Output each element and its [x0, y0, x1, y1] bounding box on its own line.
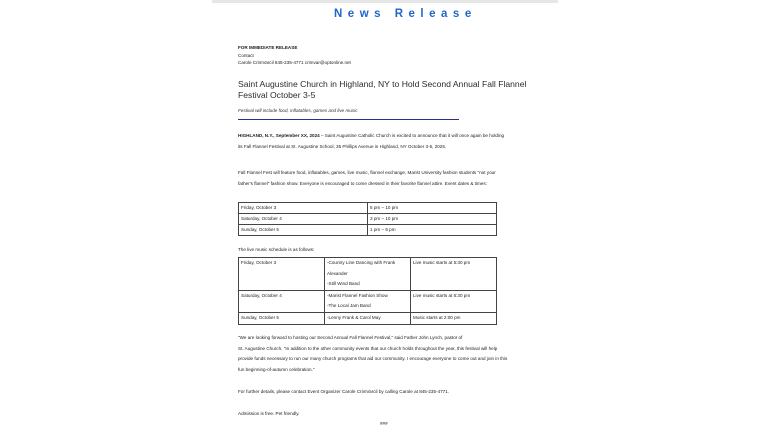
schedule-intro: The live music schedule is as follows:: [238, 247, 315, 252]
acts-cell: [325, 312, 411, 324]
quote-paragraph: [238, 333, 507, 375]
act-item: Alexander: [327, 270, 348, 276]
act-item: -Lenny Frank & Carol May: [327, 314, 381, 320]
music-note-cell: Music starts at 2:00 pm: [411, 312, 497, 324]
features-line-1: Fall Flannel Fest will feature food, inflatables, games, live music, flannel exchange, Marist University fashion students "not your: [238, 170, 496, 175]
music-note-cell: Live music starts at 6:30 pm: [411, 290, 497, 312]
details-paragraph: For further details, please contact Event Organizer Carole CrimVarcil by calling Carole at 845-235-4771.: [238, 389, 450, 394]
top-band: [212, 0, 558, 3]
music-schedule-table: [238, 257, 497, 325]
table-row: [239, 290, 497, 312]
table-row: [239, 203, 497, 214]
features-line-2: father's flannel" fashion show. Everyone is encouraged to come dressed in their favorite flannel attire. Event dates & times:: [238, 180, 487, 186]
admission-paragraph: Admission is free. Pet friendly.: [238, 411, 300, 416]
table-row: [239, 258, 497, 291]
news-release-headline: News Release: [334, 8, 477, 20]
quote-line-4: fun beginning-of-autumn celebration.": [238, 366, 315, 372]
table-row: [239, 214, 497, 225]
event-dates-table: [238, 202, 497, 236]
date-cell: Sunday, October 5: [239, 312, 325, 324]
release-label: FOR IMMEDIATE RELEASE: [238, 45, 298, 50]
contact-info: Carole CrimVarcil 845-235-4771 crimvar@optonline.net: [238, 60, 351, 66]
intro-paragraph: [238, 131, 504, 152]
release-title: Saint Augustine Church in Highland, NY to Hold Second Annual Fall Flannel Festival October 3-5: [238, 79, 527, 101]
date-cell: Friday, October 3: [239, 203, 368, 214]
acts-cell: [325, 258, 411, 291]
table-row: [239, 225, 497, 236]
end-mark: ###: [380, 421, 388, 426]
music-note-cell: Live music starts at 5:30 pm: [411, 258, 497, 291]
act-item: -Marist Flannel Fashion Show: [327, 292, 388, 298]
features-paragraph: [238, 168, 496, 189]
dateline: HIGHLAND, N.Y., September XX, 2024: [238, 133, 320, 138]
date-cell: Saturday, October 4: [239, 290, 325, 312]
contact-block: [238, 44, 351, 67]
date-cell: Friday, October 3: [239, 258, 325, 291]
quote-line-2: St. Augustine Church. "In addition to the other community events that our church holds throughout the year, this festival will help: [238, 345, 498, 351]
title-divider: [238, 119, 459, 120]
time-cell: 3 pm – 10 pm: [368, 214, 497, 225]
act-item: -Country Line Dancing with Frank: [327, 260, 396, 265]
quote-line-1: "We are looking forward to hosting our Second Annual Fall Flannel Festival," said Father John Lynch, pastor of: [238, 335, 463, 340]
act-item: -The Local Jam Band: [327, 303, 371, 309]
time-cell: 5 pm – 10 pm: [368, 203, 497, 214]
time-cell: 1 pm – 5 pm: [368, 225, 497, 236]
table-row: [239, 312, 497, 324]
contact-label: Contact: [238, 52, 254, 58]
date-cell: Sunday, October 5: [239, 225, 368, 236]
intro-line-1: – Saint Augustine Catholic Church is excited to announce that it will once again be holding: [319, 133, 505, 138]
acts-cell: [325, 290, 411, 312]
intro-line-2: its Fall Flannel Festival at St. Augustine School, 35 Phillips Avenue in Highland, NY October 3-5, 2025.: [238, 143, 447, 149]
date-cell: Saturday, October 4: [239, 214, 368, 225]
quote-line-3: provide funds necessary to run our many church programs that aid our community. I encourage everyone to come out and join in this: [238, 356, 508, 362]
act-item: -Still Wind Band: [327, 281, 360, 287]
release-subtitle: Festival will include food, inflatables, games and live music: [238, 108, 358, 113]
